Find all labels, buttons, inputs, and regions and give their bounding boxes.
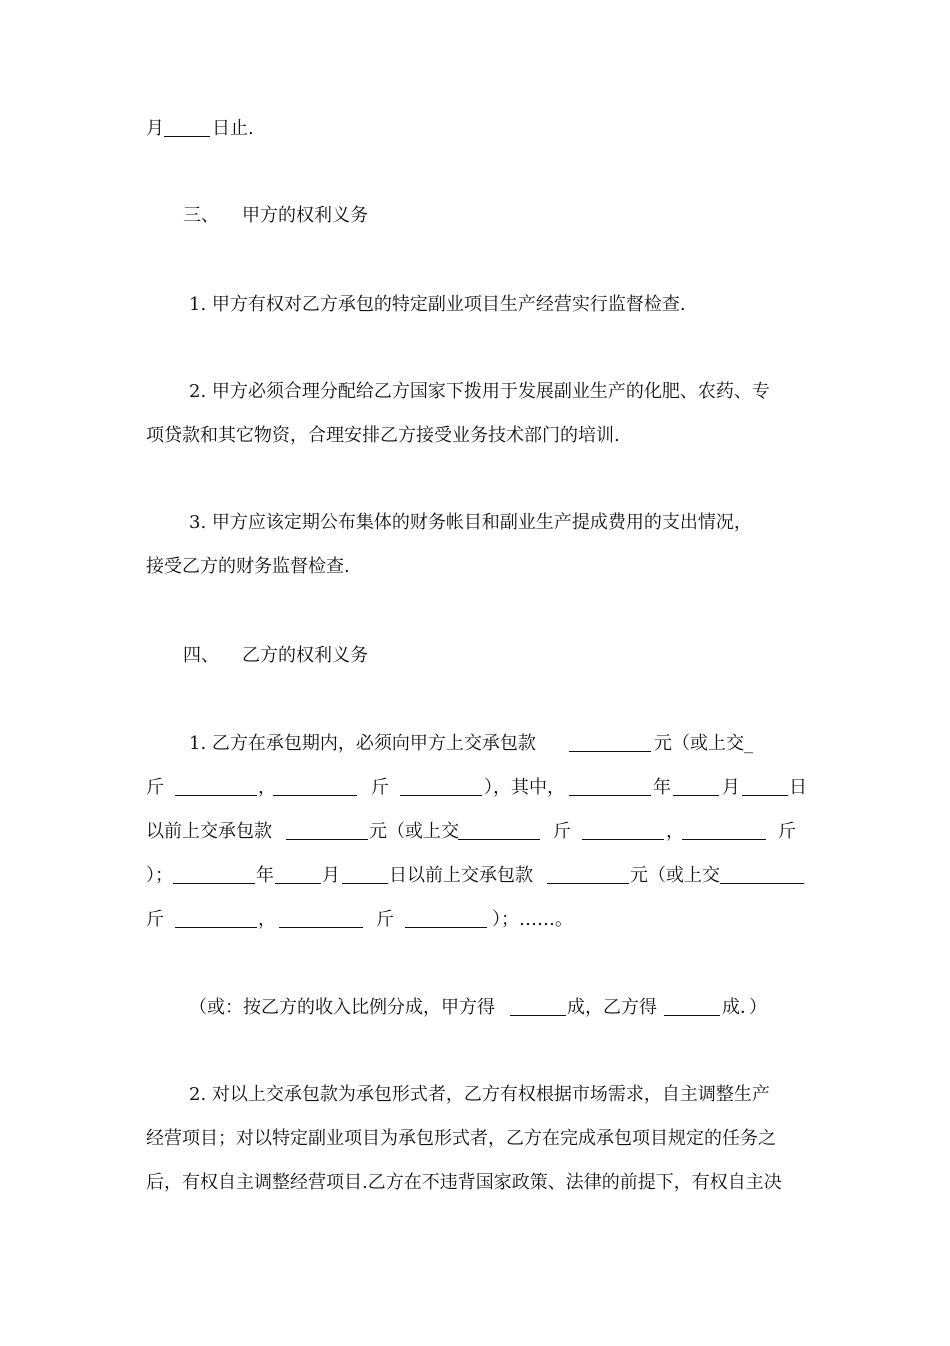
blank-field <box>275 861 321 884</box>
text: 以前上交承包款 <box>146 821 272 842</box>
ratio-line <box>0 993 950 1023</box>
blank-field <box>175 773 257 796</box>
text: 年 <box>653 777 671 798</box>
section-title: 乙方的权利义务 <box>242 645 368 666</box>
blank-field <box>342 861 388 884</box>
blank-field <box>582 817 664 840</box>
paragraph-line <box>0 905 950 935</box>
text: 斤 <box>371 777 389 798</box>
paragraph-line <box>0 377 950 407</box>
paragraph-line <box>0 1080 950 1110</box>
text: ， <box>258 909 276 930</box>
blank-field <box>673 773 719 796</box>
text: 月 <box>322 865 340 886</box>
text: ， <box>666 821 684 842</box>
blank-field <box>405 905 487 928</box>
paragraph-line <box>0 290 950 320</box>
blank-field <box>173 861 255 884</box>
blank-field <box>682 817 766 840</box>
text: （或：按乙方的收入比例分成，甲方得 <box>189 997 495 1018</box>
paragraph-line <box>0 773 950 803</box>
blank-field <box>547 861 629 884</box>
text: 2. 对以上交承包款为承包形式者，乙方有权根据市场需求，自主调整生产 <box>189 1084 770 1105</box>
blank-field <box>458 817 540 840</box>
section-3-heading <box>0 201 950 231</box>
paragraph-line <box>0 817 950 847</box>
paragraph-line <box>0 1168 950 1198</box>
text: 3. 甲方应该定期公布集体的财务帐目和副业生产提成费用的支出情况， <box>189 512 752 533</box>
text: 1. 甲方有权对乙方承包的特定副业项目生产经营实行监督检查. <box>189 294 686 315</box>
text: 后，有权自主调整经营项目.乙方在不违背国家政策、法律的前提下，有权自主决 <box>146 1172 782 1193</box>
end-date-line <box>0 114 950 144</box>
paragraph-line <box>0 1124 950 1154</box>
blank-field <box>286 817 368 840</box>
text: 1. 乙方在承包期内，必须向甲方上交承包款 <box>189 733 536 754</box>
blank-field <box>175 905 257 928</box>
text: 月 <box>146 118 164 139</box>
blank-field <box>742 773 788 796</box>
text: 日止. <box>212 118 254 139</box>
blank-field <box>164 114 210 137</box>
section-title: 甲方的权利义务 <box>242 205 368 226</box>
blank-field <box>400 773 482 796</box>
text: 月 <box>722 777 740 798</box>
text: 元（或上交_ <box>654 733 753 754</box>
section-4-heading <box>0 641 950 671</box>
paragraph-line <box>0 729 950 759</box>
blank-field <box>664 993 720 1016</box>
blank-field <box>720 861 804 884</box>
blank-field <box>569 773 651 796</box>
blank-field <box>510 993 566 1016</box>
text: 斤 <box>146 777 164 798</box>
blank-field <box>569 729 651 752</box>
section-number: 三、 <box>183 205 219 226</box>
text: 成，乙方得 <box>567 997 657 1018</box>
text: ）； <box>146 865 173 886</box>
text: 斤 <box>778 821 796 842</box>
text: 日以前上交承包款 <box>389 865 533 886</box>
paragraph-line <box>0 861 950 891</box>
text: 接受乙方的财务监督检查. <box>146 556 350 577</box>
text: 元（或上交 <box>369 821 459 842</box>
text: ），其中， <box>484 777 565 798</box>
text: 2. 甲方必须合理分配给乙方国家下拨用于发展副业生产的化肥、农药、专 <box>189 381 770 402</box>
text: 项贷款和其它物资，合理安排乙方接受业务技术部门的培训. <box>146 425 620 446</box>
section-number: 四、 <box>183 645 219 666</box>
paragraph-line <box>0 508 950 538</box>
blank-field <box>273 773 357 796</box>
text: 成．） <box>722 997 767 1018</box>
paragraph-line <box>0 421 950 451</box>
text: 经营项目；对以特定副业项目为承包形式者，乙方在完成承包项目规定的任务之 <box>146 1128 776 1149</box>
blank-field <box>279 905 363 928</box>
text: 斤 <box>553 821 571 842</box>
text: 元（或上交 <box>630 865 720 886</box>
paragraph-line <box>0 552 950 582</box>
text: 斤 <box>146 909 164 930</box>
text: 日 <box>789 777 807 798</box>
text: 年 <box>256 865 274 886</box>
text: ）；……。 <box>492 909 573 930</box>
text: ， <box>258 777 276 798</box>
text: 斤 <box>376 909 394 930</box>
